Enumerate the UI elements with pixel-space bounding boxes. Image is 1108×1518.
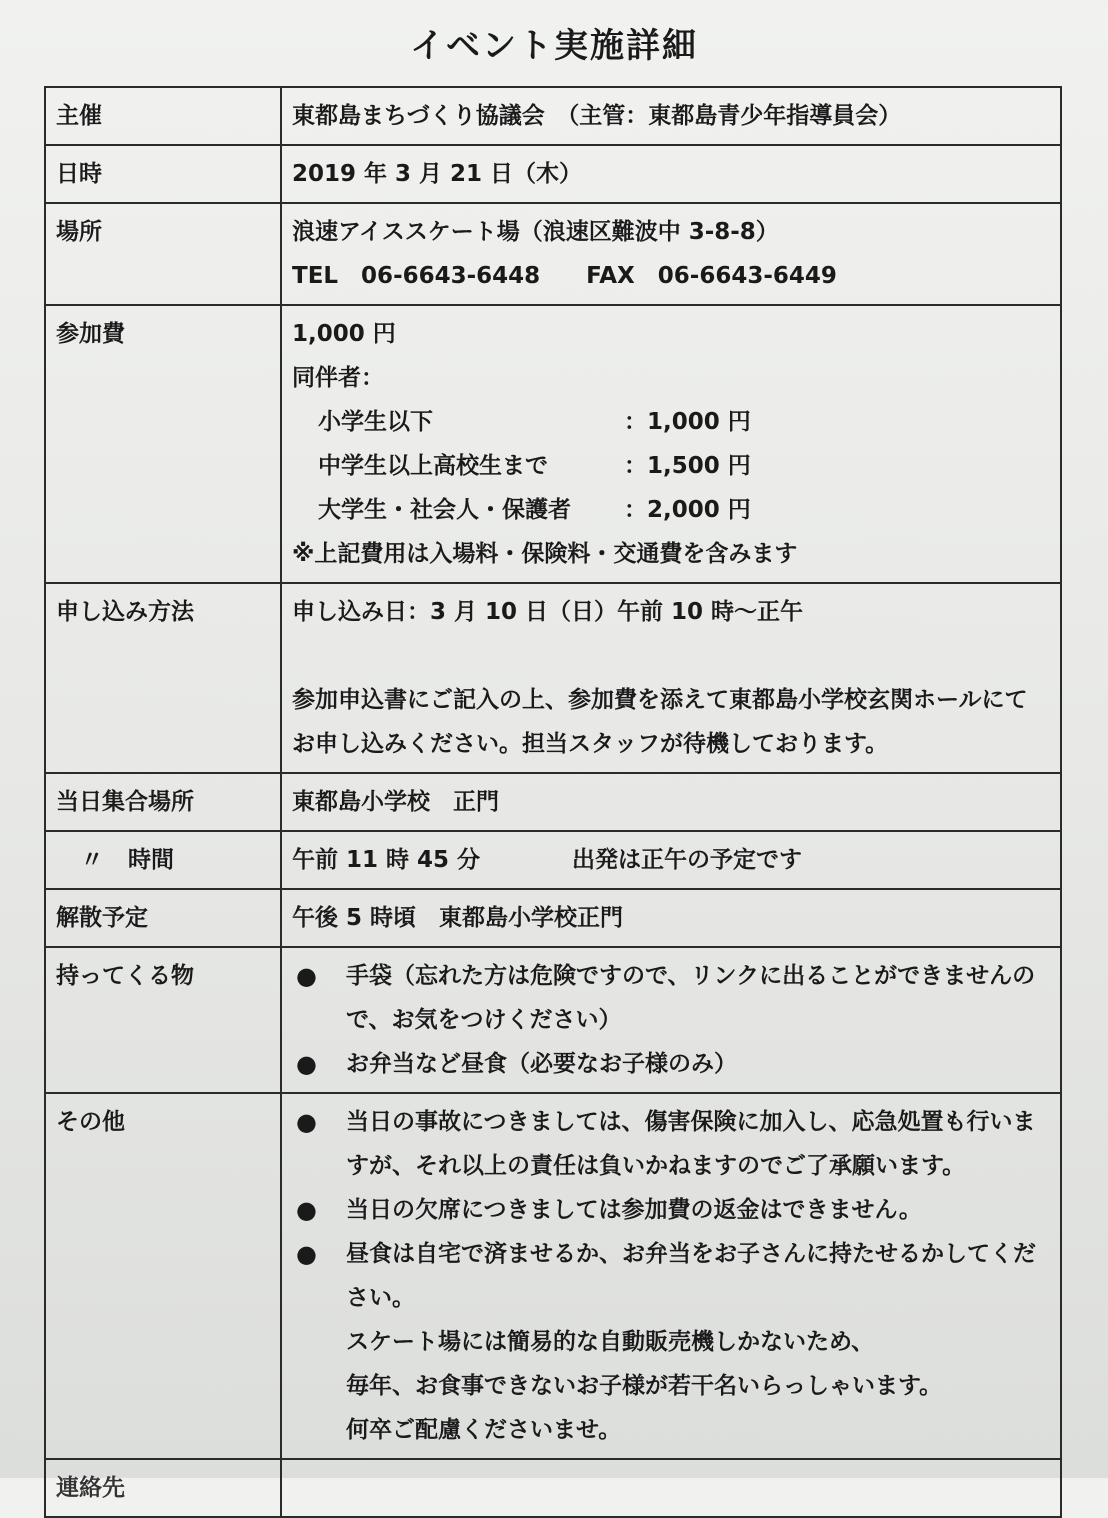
- bullet-icon: ●: [296, 962, 317, 990]
- contact-label: 連絡先: [56, 1475, 125, 1501]
- other-list: [292, 1100, 1050, 1320]
- list-item: [292, 1100, 1050, 1188]
- meeting-time-label: 時間: [128, 847, 174, 873]
- other-extra-line: スケート場には簡易的な自動販売機しかないため、: [346, 1329, 875, 1355]
- bullet-icon: ●: [296, 1240, 317, 1268]
- label-dismissal: 解散予定: [45, 889, 281, 947]
- row-other: [45, 1093, 1061, 1459]
- meeting-place-text: 東都島小学校 正門: [292, 789, 499, 815]
- label-meeting-place: 当日集合場所: [45, 773, 281, 831]
- fee-item-name: 中学生以上高校生まで: [318, 453, 548, 479]
- belonging-text: 手袋（忘れた方は危険ですので、リンクに出ることができませんので、お気をつけください）: [346, 963, 1036, 1033]
- label-other: その他: [45, 1093, 281, 1459]
- blank-line: [292, 634, 1050, 678]
- fee-item: [292, 444, 1050, 488]
- value-venue: [281, 203, 1061, 305]
- list-item: [292, 1188, 1050, 1232]
- value-organizer: [281, 87, 1061, 145]
- dismissal-text: 午後 5 時頃 東都島小学校正門: [292, 905, 624, 931]
- row-application: [45, 583, 1061, 773]
- belongings-list: [292, 954, 1050, 1086]
- value-contact: [281, 1459, 1061, 1517]
- other-text: 当日の欠席につきましては参加費の返金はできません。: [346, 1197, 922, 1223]
- fee-item-price: ：1,000 円: [624, 409, 751, 435]
- label-meeting-time: [45, 831, 281, 889]
- row-meeting-time: [45, 831, 1061, 889]
- label-application: 申し込み方法: [45, 583, 281, 773]
- fee-companion-label: 同伴者：: [292, 365, 384, 391]
- meeting-time-text: 午前 11 時 45 分 出発は正午の予定です: [292, 847, 803, 873]
- value-fee: [281, 305, 1061, 583]
- fee-item-name: 大学生・社会人・保護者: [318, 497, 571, 523]
- value-meeting-time: [281, 831, 1061, 889]
- value-dismissal: [281, 889, 1061, 947]
- row-belongings: [45, 947, 1061, 1093]
- label-fee: 参加費: [45, 305, 281, 583]
- row-contact: [45, 1459, 1061, 1517]
- row-meeting-place: [45, 773, 1061, 831]
- application-description: 参加申込書にご記入の上、参加費を添えて東都島小学校玄関ホールにてお申し込みください。担当スタッフが待機しております。: [292, 687, 1028, 757]
- ditto-mark: 〃: [80, 847, 104, 873]
- event-details-table: [44, 86, 1062, 1518]
- bullet-icon: ●: [296, 1108, 317, 1136]
- value-datetime: [281, 145, 1061, 203]
- venue-contact: TEL 06-6643-6448 FAX 06-6643-6449: [292, 263, 837, 289]
- fee-item-price: ：2,000 円: [624, 497, 751, 523]
- other-extra-line: 毎年、お食事できないお子様が若干名いらっしゃいます。: [346, 1373, 943, 1399]
- fee-note: ※上記費用は入場料・保険料・交通費を含みます: [292, 541, 798, 567]
- fee-base: 1,000 円: [292, 321, 396, 347]
- list-item: [292, 1232, 1050, 1320]
- other-extra-line: 何卒ご配慮くださいませ。: [346, 1417, 622, 1443]
- application-date: 申し込み日：3 月 10 日（日）午前 10 時～正午: [292, 599, 804, 625]
- list-item: [292, 954, 1050, 1042]
- other-text: 当日の事故につきましては、傷害保険に加入し、応急処置も行いますが、それ以上の責任は負いかねますのでご了承願います。: [346, 1109, 1036, 1179]
- label-belongings: 持ってくる物: [45, 947, 281, 1093]
- fee-item: [292, 488, 1050, 532]
- value-application: [281, 583, 1061, 773]
- document-title: イベント実施詳細: [410, 26, 698, 66]
- row-venue: [45, 203, 1061, 305]
- label-organizer: 主催: [45, 87, 281, 145]
- label-venue: 場所: [45, 203, 281, 305]
- bullet-icon: ●: [296, 1196, 317, 1224]
- value-belongings: [281, 947, 1061, 1093]
- row-dismissal: [45, 889, 1061, 947]
- datetime-text: 2019 年 3 月 21 日（木）: [292, 161, 583, 187]
- label-datetime: 日時: [45, 145, 281, 203]
- belonging-text: お弁当など昼食（必要なお子様のみ）: [346, 1051, 737, 1077]
- fee-item-price: ：1,500 円: [624, 453, 751, 479]
- fee-item: [292, 400, 1050, 444]
- venue-name: 浪速アイススケート場（浪速区難波中 3-8-8）: [292, 219, 779, 245]
- list-item: [292, 1042, 1050, 1086]
- value-other: [281, 1093, 1061, 1459]
- value-meeting-place: [281, 773, 1061, 831]
- organizer-text: 東都島まちづくり協議会 （主管：東都島青少年指導員会）: [292, 103, 902, 129]
- row-fee: [45, 305, 1061, 583]
- other-text: 昼食は自宅で済ませるか、お弁当をお子さんに持たせるかしてください。: [346, 1241, 1036, 1311]
- label-contact: [45, 1459, 281, 1517]
- row-datetime: [45, 145, 1061, 203]
- bullet-icon: ●: [296, 1050, 317, 1078]
- fee-item-name: 小学生以下: [318, 409, 433, 435]
- row-organizer: [45, 87, 1061, 145]
